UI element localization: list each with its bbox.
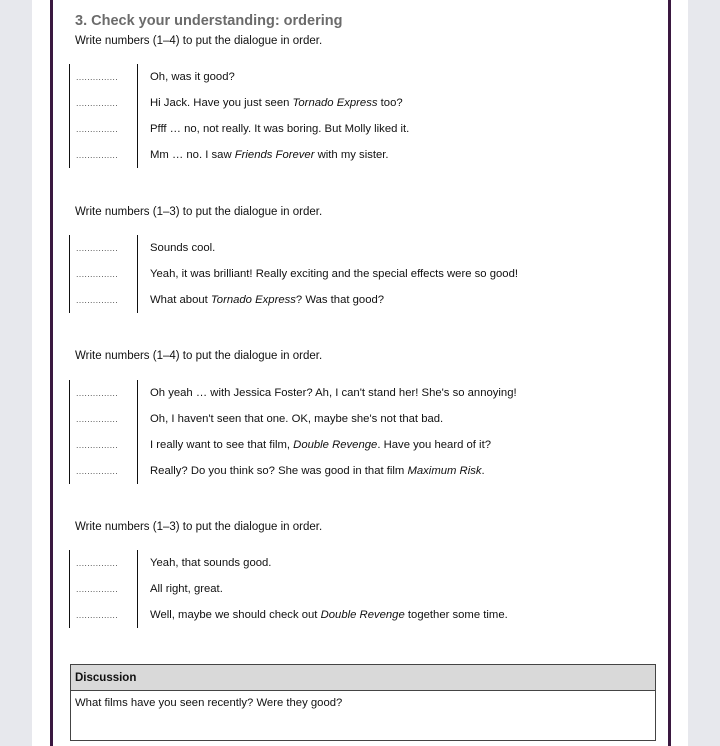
text-segment: Really? Do you think so? She was good in that film [150,465,408,477]
dialogue-ordering-block [69,64,409,168]
film-title: Maximum Risk [407,465,482,477]
dialogue-line [70,458,517,484]
dialogue-line [70,287,518,313]
dialogue-text [150,465,485,477]
dialogue-text [150,413,443,425]
page-border-left [50,0,53,746]
answer-blank[interactable]: ............... [76,440,119,450]
answer-blank[interactable]: ............... [76,150,119,160]
dialogue-text [150,439,491,451]
discussion-heading: Discussion [71,665,655,691]
instruction: Write numbers (1–4) to put the dialogue in order. [75,35,323,47]
text-segment: ? Was that good? [295,294,385,306]
text-segment: All right, great. [150,583,223,595]
dialogue-line [70,406,517,432]
answer-blank[interactable]: ............... [76,124,119,134]
text-segment: Yeah, that sounds good. [150,557,272,569]
dialogue-line [70,64,409,90]
text-segment: Mm … no. I saw [150,149,235,161]
instruction: Write numbers (1–3) to put the dialogue in order. [75,521,323,533]
discussion-question: What films have you seen recently? Were they good? [75,697,343,709]
text-segment: Hi Jack. Have you just seen [150,97,293,109]
dialogue-line [70,90,409,116]
film-title: Double Revenge [320,609,405,621]
dialogue-text [150,242,215,254]
text-segment: Well, maybe we should check out [150,609,321,621]
text-segment: What about [150,294,211,306]
dialogue-text [150,583,223,595]
dialogue-line [70,380,517,406]
page-border-right [668,0,671,746]
text-segment: Yeah, it was brilliant! Really exciting and the special effects were so good! [150,268,518,280]
answer-blank[interactable]: ............... [76,72,119,82]
text-segment: too? [377,97,403,109]
answer-blank[interactable]: ............... [76,98,119,108]
answer-blank[interactable]: ............... [76,243,119,253]
text-segment: together some time. [404,609,508,621]
dialogue-text [150,387,517,399]
text-segment: . [481,465,485,477]
dialogue-line [70,602,508,628]
text-segment: I really want to see that film, [150,439,294,451]
dialogue-text [150,123,409,135]
dialogue-text [150,268,518,280]
dialogue-line [70,142,409,168]
text-segment: with my sister. [314,149,389,161]
dialogue-line [70,550,508,576]
dialogue-text [150,149,389,161]
dialogue-line [70,432,517,458]
dialogue-text [150,609,508,621]
dialogue-line [70,576,508,602]
dialogue-text [150,557,271,569]
answer-blank[interactable]: ............... [76,269,119,279]
answer-blank[interactable]: ............... [76,414,119,424]
dialogue-ordering-block [69,550,508,628]
dialogue-line [70,235,518,261]
answer-blank[interactable]: ............... [76,610,119,620]
dialogue-text [150,97,403,109]
text-segment: Oh, I haven't seen that one. OK, maybe she's not that bad. [150,413,444,425]
dialogue-line [70,261,518,287]
exercise-title: 3. Check your understanding: ordering [75,13,343,29]
film-title: Friends Forever [234,149,315,161]
text-segment: Oh yeah … with Jessica Foster? Ah, I can't stand her! She's so annoying! [150,387,517,399]
answer-blank[interactable]: ............... [76,466,119,476]
answer-blank[interactable]: ............... [76,388,119,398]
instruction: Write numbers (1–4) to put the dialogue in order. [75,350,323,362]
dialogue-text [150,71,235,83]
answer-blank[interactable]: ............... [76,584,119,594]
instruction: Write numbers (1–3) to put the dialogue in order. [75,206,323,218]
film-title: Double Revenge [293,439,378,451]
dialogue-text [150,294,384,306]
film-title: Tornado Express [292,97,378,109]
dialogue-line [70,116,409,142]
text-segment: Oh, was it good? [150,71,235,83]
answer-blank[interactable]: ............... [76,295,119,305]
text-segment: Sounds cool. [150,242,216,254]
discussion-box [70,664,656,741]
dialogue-ordering-block [69,235,518,313]
film-title: Tornado Express [210,294,296,306]
text-segment: . Have you heard of it? [377,439,491,451]
answer-blank[interactable]: ............... [76,558,119,568]
dialogue-ordering-block [69,380,517,484]
text-segment: Pfff … no, not really. It was boring. But Molly liked it. [150,123,410,135]
